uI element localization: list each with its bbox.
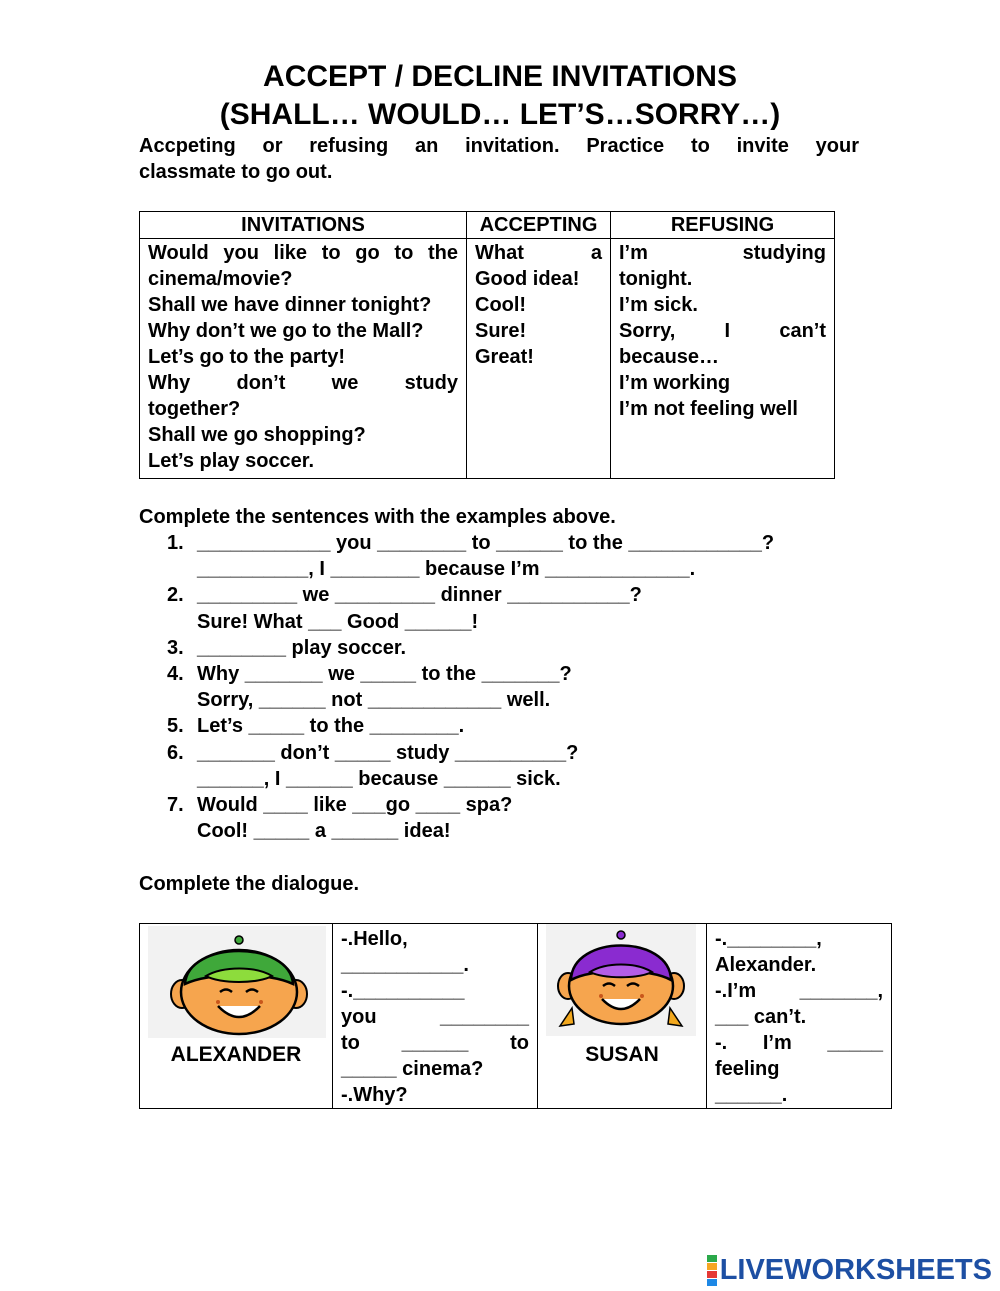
dialogue-table [139,923,892,1109]
item-number: 2. [167,584,184,607]
dialogue-line[interactable]: -. I’m _____ [715,1032,883,1054]
accepting-cell [467,239,611,479]
intro-text [139,133,859,185]
logo-mark-icon [707,1255,717,1286]
exercise-line[interactable]: ______, I ______ because ______ sick. [197,767,561,790]
boy-avatar-image [148,926,326,1038]
alexander-cell [140,924,333,1109]
dialogue-line[interactable]: -.I’m _______, [715,980,883,1002]
exercise-line[interactable]: _______ don’t _____ study __________? [197,741,579,764]
invitation-line: Why don’t we go to the Mall? [148,320,424,342]
girl-avatar-image [546,924,696,1036]
item-number: 3. [167,636,184,659]
dialogue-line[interactable]: _____ cinema? [341,1058,484,1080]
accepting-line: Sure! [475,320,527,342]
item-number: 1. [167,532,184,554]
dialogue-line[interactable]: ___________. [341,954,469,976]
invitations-table [139,211,835,479]
susan-cell [538,924,707,1109]
dialogue-line[interactable]: ______. [715,1084,788,1106]
exercise-item [167,582,774,634]
exercise-item [167,713,774,739]
exercise-line[interactable]: __________, I ________ because I’m _____________. [197,558,696,581]
accepting-line: What a [475,242,602,264]
refusing-line: I’m sick. [619,294,698,316]
dialogue-line: -.Why? [341,1084,408,1106]
exercise-line[interactable]: Sure! What ___ Good ______! [197,610,479,633]
exercise-item [167,792,774,844]
invitation-line: Let’s go to the party! [148,346,346,368]
susan-lines-cell [707,924,892,1109]
susan-name: SUSAN [585,1043,659,1066]
refusing-line: Sorry, I can’t [619,320,826,342]
header-accepting: ACCEPTING [467,212,611,239]
refusing-line: because… [619,346,720,368]
exercise-line[interactable]: ____________ you ________ to ______ to the ____________? [197,532,775,554]
dialogue-line: -.Hello, [341,928,408,950]
intro-line-1: Accpeting or refusing an invitation. Practice to invite your [139,135,859,157]
dialogue-line[interactable]: -.________, [715,928,822,950]
refusing-cell [611,239,835,479]
item-number: 6. [167,741,184,764]
exercise-list [167,530,774,844]
exercise-line[interactable]: Would ____ like ___go ____ spa? [197,794,513,817]
header-invitations: INVITATIONS [140,212,467,239]
item-number: 5. [167,715,184,738]
dialogue-line[interactable]: you ________ [341,1006,529,1028]
accepting-line: Great! [475,346,534,368]
refusing-line: I’m not feeling well [619,398,798,420]
invitation-line: Why don’t we study [148,372,458,394]
exercise-line[interactable]: Cool! _____ a ______ idea! [197,820,451,843]
page-title-line2: (SHALL… WOULD… LET’S…SORRY…) [219,98,781,131]
dialogue-line[interactable]: -.__________ [341,980,465,1002]
invitation-line: cinema/movie? [148,268,293,290]
item-number: 7. [167,794,184,817]
dialogue-line: Alexander. [715,954,817,976]
exercise-line[interactable]: Let’s _____ to the ________. [197,715,465,738]
invitations-cell [140,239,467,479]
exercise-item [167,635,774,661]
exercise-line[interactable]: _________ we _________ dinner ___________? [197,584,642,607]
refusing-line: I’m studying [619,242,826,264]
exercise-line[interactable]: ________ play soccer. [197,636,407,659]
invitation-line: Shall we have dinner tonight? [148,294,432,316]
page-title-line1: ACCEPT / DECLINE INVITATIONS [263,60,737,93]
invitation-line: Shall we go shopping? [148,424,366,446]
dialogue-line: feeling [715,1058,780,1080]
liveworksheets-logo [707,1253,992,1287]
invitation-line: together? [148,398,241,420]
accepting-line: Cool! [475,294,527,316]
invitation-line: Let’s play soccer. [148,450,315,472]
alexander-name: ALEXANDER [170,1043,302,1066]
exercise-item [167,740,774,792]
exercise-line[interactable]: Sorry, ______ not ____________ well. [197,689,551,712]
alexander-lines-cell [333,924,538,1109]
dialogue-line[interactable]: to ______ to [341,1032,529,1054]
accepting-line: Good idea! [475,268,580,290]
dialogue-line[interactable]: ___ can’t. [715,1006,807,1028]
intro-line-2: classmate to go out. [139,161,333,183]
exercise-line[interactable]: Why _______ we _____ to the _______? [197,663,572,686]
refusing-line: I’m working [619,372,731,394]
refusing-line: tonight. [619,268,693,290]
dialogue-heading: Complete the dialogue. [139,873,360,895]
item-number: 4. [167,663,184,686]
header-refusing: REFUSING [611,212,835,239]
exercise-heading: Complete the sentences with the examples above. [139,506,616,528]
exercise-item [167,530,774,582]
exercise-item [167,661,774,713]
logo-text: LIVEWORKSHEETS [719,1253,992,1286]
invitation-line: Would you like to go to the [148,242,458,264]
